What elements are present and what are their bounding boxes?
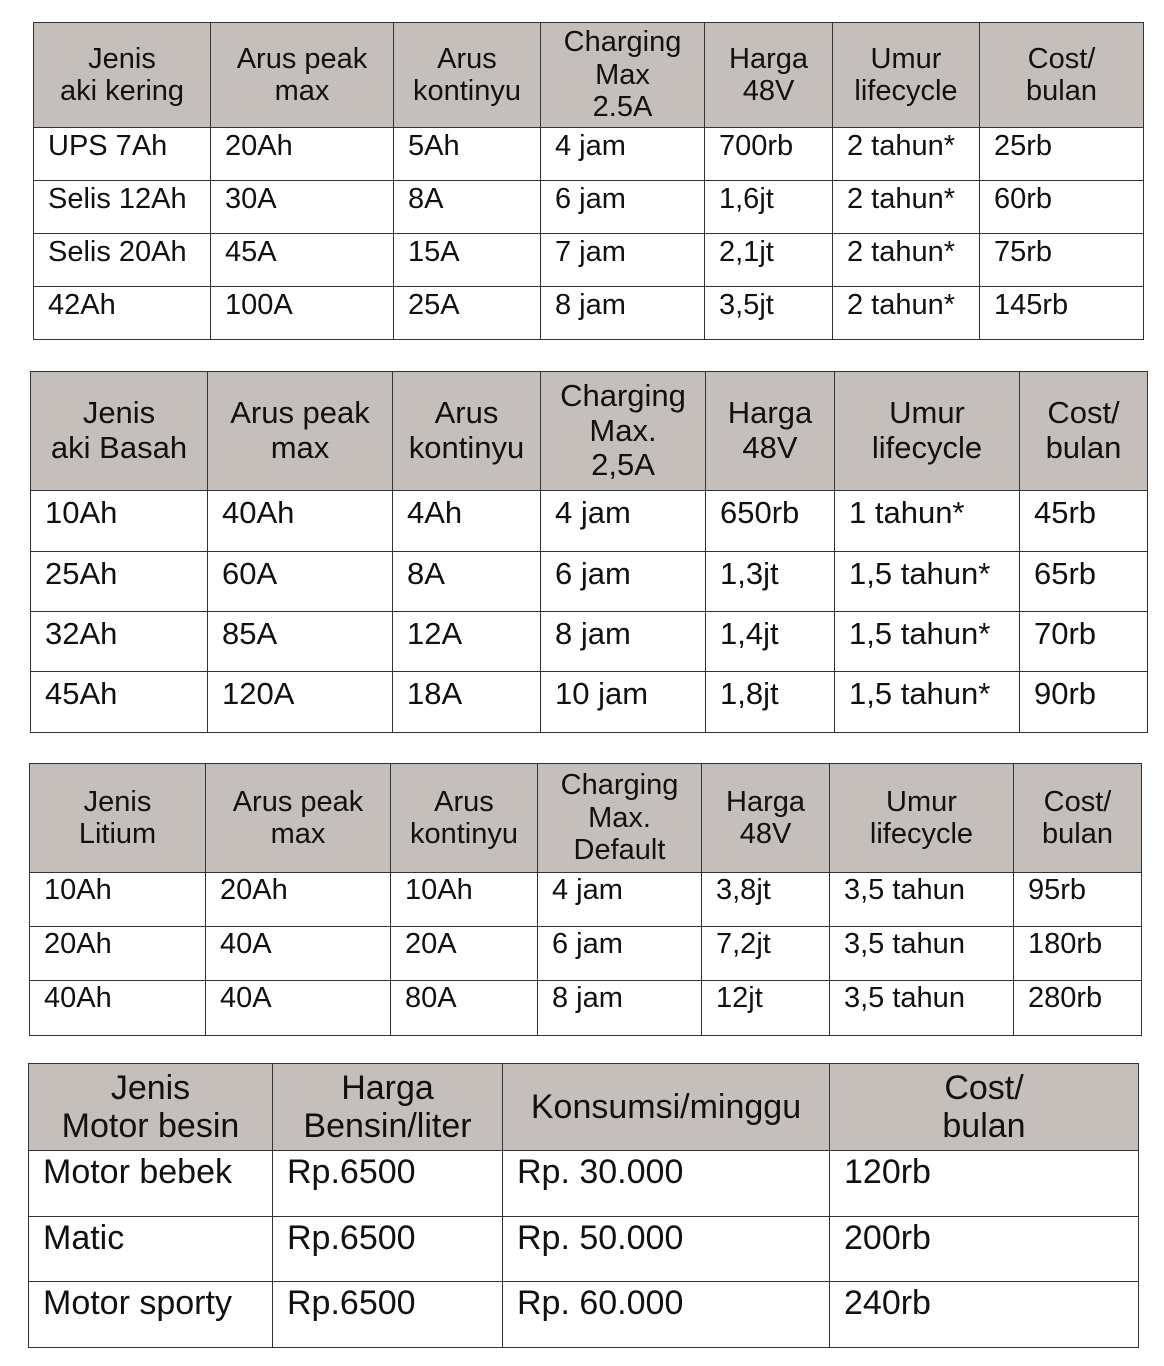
header-row <box>30 764 1142 873</box>
column-header: Cost/ bulan <box>1014 764 1142 873</box>
table-cell: 120rb <box>830 1151 1139 1217</box>
table-cell: 180rb <box>1014 927 1142 981</box>
table-row <box>29 1282 1139 1348</box>
table-cell: 3,8jt <box>702 873 830 927</box>
table-cell: 10 jam <box>541 672 706 733</box>
table-litium <box>29 763 1142 1036</box>
table-cell: 6 jam <box>541 181 705 234</box>
table-cell: Rp.6500 <box>273 1151 503 1217</box>
table-cell: 7,2jt <box>702 927 830 981</box>
table-cell: 10Ah <box>31 491 208 552</box>
table-row <box>34 128 1144 181</box>
table-cell: 2,1jt <box>705 234 833 287</box>
table-cell: 10Ah <box>30 873 206 927</box>
column-header: Arus kontinyu <box>391 764 538 873</box>
table-cell: 120A <box>208 672 393 733</box>
column-header: Harga Bensin/liter <box>273 1064 503 1151</box>
table-cell: 18A <box>393 672 541 733</box>
table-row <box>34 287 1144 340</box>
table-cell: 1,8jt <box>706 672 835 733</box>
header-row <box>34 23 1144 128</box>
table-cell: UPS 7Ah <box>34 128 211 181</box>
table-cell: 12jt <box>702 981 830 1036</box>
table-cell: 240rb <box>830 1282 1139 1348</box>
table-cell: Motor sporty <box>29 1282 273 1348</box>
table-cell: 2 tahun* <box>833 181 980 234</box>
table-cell: Rp.6500 <box>273 1282 503 1348</box>
table-cell: 3,5 tahun <box>830 873 1014 927</box>
table-cell: 650rb <box>706 491 835 552</box>
table-cell: Selis 12Ah <box>34 181 211 234</box>
table-row <box>30 873 1142 927</box>
column-header: Charging Max. 2,5A <box>541 372 706 491</box>
table-cell: 4 jam <box>541 491 706 552</box>
column-header: Cost/ bulan <box>830 1064 1139 1151</box>
column-header: Arus kontinyu <box>394 23 541 128</box>
table-cell: 45Ah <box>31 672 208 733</box>
column-header: Jenis aki kering <box>34 23 211 128</box>
table-cell: 40Ah <box>208 491 393 552</box>
table-cell: Motor bebek <box>29 1151 273 1217</box>
table-cell: 145rb <box>980 287 1144 340</box>
column-header: Umur lifecycle <box>835 372 1020 491</box>
table-cell: 1,3jt <box>706 552 835 612</box>
column-header: Arus kontinyu <box>393 372 541 491</box>
table-cell: 8 jam <box>541 612 706 672</box>
table-cell: 20Ah <box>206 873 391 927</box>
table-cell: 30A <box>211 181 394 234</box>
table-cell: 700rb <box>705 128 833 181</box>
table-row <box>31 552 1148 612</box>
table-cell: 3,5 tahun <box>830 981 1014 1036</box>
column-header: Jenis aki Basah <box>31 372 208 491</box>
table-cell: 40A <box>206 981 391 1036</box>
table-cell: 40A <box>206 927 391 981</box>
column-header: Jenis Litium <box>30 764 206 873</box>
table-cell: 6 jam <box>538 927 702 981</box>
table-cell: 65rb <box>1020 552 1148 612</box>
table-cell: 15A <box>394 234 541 287</box>
table-cell: 60rb <box>980 181 1144 234</box>
table-cell: 8 jam <box>538 981 702 1036</box>
column-header: Arus peak max <box>208 372 393 491</box>
table-cell: 2 tahun* <box>833 287 980 340</box>
header-row <box>31 372 1148 491</box>
table-cell: 60A <box>208 552 393 612</box>
table-row <box>31 612 1148 672</box>
table-cell: Matic <box>29 1217 273 1282</box>
table-cell: Selis 20Ah <box>34 234 211 287</box>
table-cell: 8 jam <box>541 287 705 340</box>
table-aki-basah <box>30 371 1148 733</box>
table-cell: Rp. 60.000 <box>503 1282 830 1348</box>
table-cell: 2 tahun* <box>833 234 980 287</box>
table-cell: 4Ah <box>393 491 541 552</box>
table-cell: 42Ah <box>34 287 211 340</box>
table-row <box>34 181 1144 234</box>
table-cell: 3,5jt <box>705 287 833 340</box>
column-header: Konsumsi/minggu <box>503 1064 830 1151</box>
table-cell: 25Ah <box>31 552 208 612</box>
table-cell: Rp.6500 <box>273 1217 503 1282</box>
table-row <box>29 1151 1139 1217</box>
table-cell: 4 jam <box>538 873 702 927</box>
table-cell: 2 tahun* <box>833 128 980 181</box>
table-cell: 280rb <box>1014 981 1142 1036</box>
table-cell: 40Ah <box>30 981 206 1036</box>
column-header: Charging Max 2.5A <box>541 23 705 128</box>
table-cell: 45rb <box>1020 491 1148 552</box>
table-row <box>31 491 1148 552</box>
table-cell: Rp. 50.000 <box>503 1217 830 1282</box>
table-cell: 20A <box>391 927 538 981</box>
column-header: Harga 48V <box>705 23 833 128</box>
table-cell: 3,5 tahun <box>830 927 1014 981</box>
table-cell: 8A <box>393 552 541 612</box>
table-cell: 20Ah <box>211 128 394 181</box>
table-cell: 75rb <box>980 234 1144 287</box>
header-row <box>29 1064 1139 1151</box>
column-header: Harga 48V <box>706 372 835 491</box>
table-cell: Rp. 30.000 <box>503 1151 830 1217</box>
table-cell: 80A <box>391 981 538 1036</box>
table-cell: 1 tahun* <box>835 491 1020 552</box>
table-cell: 95rb <box>1014 873 1142 927</box>
table-row <box>29 1217 1139 1282</box>
table-cell: 12A <box>393 612 541 672</box>
table-row <box>34 234 1144 287</box>
column-header: Cost/ bulan <box>980 23 1144 128</box>
column-header: Umur lifecycle <box>833 23 980 128</box>
table-cell: 1,4jt <box>706 612 835 672</box>
table-cell: 100A <box>211 287 394 340</box>
table-cell: 200rb <box>830 1217 1139 1282</box>
table-cell: 32Ah <box>31 612 208 672</box>
table-cell: 90rb <box>1020 672 1148 733</box>
column-header: Arus peak max <box>206 764 391 873</box>
table-cell: 5Ah <box>394 128 541 181</box>
table-cell: 25rb <box>980 128 1144 181</box>
table-aki-kering <box>33 22 1144 340</box>
table-cell: 10Ah <box>391 873 538 927</box>
table-row <box>30 927 1142 981</box>
table-cell: 45A <box>211 234 394 287</box>
table-cell: 85A <box>208 612 393 672</box>
column-header: Umur lifecycle <box>830 764 1014 873</box>
column-header: Arus peak max <box>211 23 394 128</box>
table-cell: 1,5 tahun* <box>835 612 1020 672</box>
column-header: Charging Max. Default <box>538 764 702 873</box>
column-header: Harga 48V <box>702 764 830 873</box>
table-cell: 8A <box>394 181 541 234</box>
table-row <box>30 981 1142 1036</box>
table-cell: 70rb <box>1020 612 1148 672</box>
table-row <box>31 672 1148 733</box>
table-cell: 20Ah <box>30 927 206 981</box>
table-motor-bensin <box>28 1063 1139 1348</box>
table-cell: 25A <box>394 287 541 340</box>
table-cell: 1,5 tahun* <box>835 552 1020 612</box>
table-cell: 6 jam <box>541 552 706 612</box>
table-cell: 1,5 tahun* <box>835 672 1020 733</box>
table-cell: 7 jam <box>541 234 705 287</box>
column-header: Cost/ bulan <box>1020 372 1148 491</box>
table-cell: 4 jam <box>541 128 705 181</box>
table-cell: 1,6jt <box>705 181 833 234</box>
column-header: Jenis Motor besin <box>29 1064 273 1151</box>
